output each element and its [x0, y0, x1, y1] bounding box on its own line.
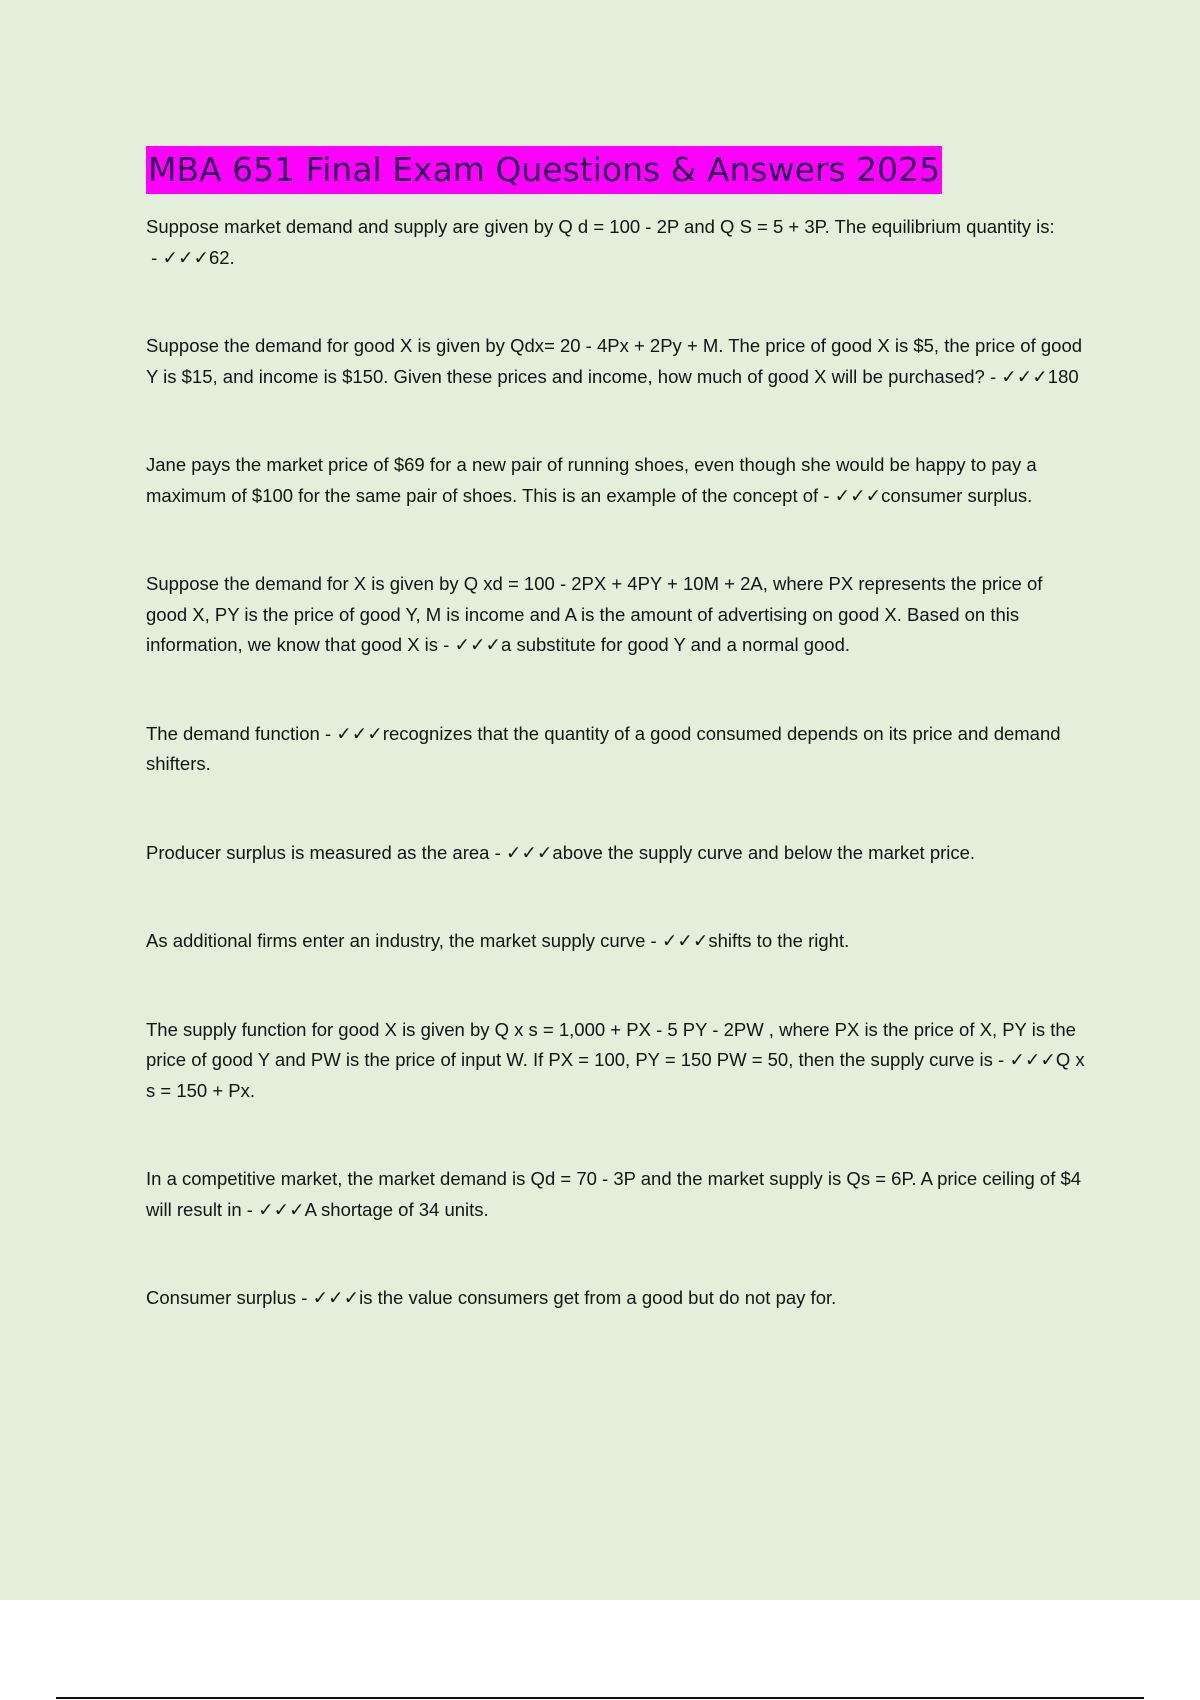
question-text: Suppose the demand for good X is given by Qdx= 20 - 4Px + 2Py + M. The price of good X is $5, the price of good Y is $15, and income is $150. Given these prices and income, how much of good X will be purchased?: [146, 335, 1083, 387]
check-icon: ✓✓✓: [1001, 365, 1048, 387]
question-text: Jane pays the market price of $69 for a new pair of running shoes, even though she would be happy to pay a maximum of $100 for the same pair of shoes. This is an example of the concept of: [146, 454, 1037, 506]
question-text: Producer surplus is measured as the area: [146, 841, 490, 863]
answer-text: 62.: [208, 246, 235, 268]
answer-text: a substitute for good Y and a normal good.: [501, 634, 851, 655]
answer-text: 180: [1047, 365, 1079, 387]
answer-text: above the supply curve and below the market price.: [552, 841, 976, 863]
question-text: In a competitive market, the market demand is Qd = 70 - 3P and the market supply is Qs = 6P. A price ceiling of $4 will result in: [146, 1168, 1082, 1220]
answer-separator: -: [645, 930, 662, 951]
document-title: MBA 651 Final Exam Questions & Answers 2025: [146, 146, 942, 194]
qa-item: [146, 838, 1086, 869]
answer-separator: -: [489, 841, 506, 863]
qa-item: [146, 1164, 1086, 1225]
check-icon: ✓✓✓: [505, 841, 553, 863]
answer-text: is the value consumers get from a good but do not pay for.: [359, 1287, 837, 1308]
qa-item: [146, 331, 1086, 392]
check-icon: ✓✓✓: [258, 1198, 305, 1220]
check-icon: ✓✓✓: [454, 634, 502, 655]
answer-separator: -: [296, 1287, 313, 1308]
footer-divider: [56, 1697, 1144, 1699]
answer-separator: -: [241, 1198, 259, 1220]
check-icon: ✓✓✓: [834, 484, 882, 506]
qa-item: [146, 1015, 1086, 1107]
answer-separator: -: [818, 484, 835, 506]
check-icon: ✓✓✓: [661, 930, 709, 951]
answer-text: shifts to the right.: [708, 930, 850, 951]
check-icon: ✓✓✓: [336, 722, 383, 744]
check-icon: ✓✓✓: [162, 246, 209, 268]
document-body: [146, 146, 1086, 1314]
answer-text: Q x s = 150 + Px.: [146, 1049, 1085, 1101]
qa-item: [146, 926, 1086, 957]
answer-separator: -: [438, 634, 455, 655]
answer-separator: -: [992, 1049, 1010, 1070]
question-text: The demand function: [146, 722, 320, 744]
question-text: Suppose market demand and supply are given by Q d = 100 - 2P and Q S = 5 + 3P. The equilibrium quantity is:: [146, 216, 1055, 237]
question-text: Suppose the demand for X is given by Q xd = 100 - 2PX + 4PY + 10M + 2A, where PX represents the price of good X, PY is the price of good Y, M is income and A is the amount of advertising on good X. Based on this information, we know that good X is: [146, 573, 1043, 655]
qa-item: [146, 450, 1086, 511]
qa-item: [146, 569, 1086, 661]
question-text: As additional firms enter an industry, the market supply curve: [146, 930, 646, 951]
qa-item: [146, 1283, 1086, 1314]
answer-separator: -: [319, 722, 337, 744]
answer-separator: -: [984, 365, 1002, 387]
qa-list: [146, 212, 1086, 1314]
question-text: Consumer surplus: [146, 1287, 297, 1308]
answer-text: recognizes that the quantity of a good consumed depends on its price and demand shifters.: [146, 722, 1061, 774]
answer-text: consumer surplus.: [881, 484, 1033, 506]
qa-item: [146, 719, 1086, 780]
check-icon: ✓✓✓: [312, 1287, 360, 1308]
answer-separator: -: [146, 246, 163, 268]
qa-item: [146, 212, 1086, 273]
answer-text: A shortage of 34 units.: [304, 1198, 489, 1220]
check-icon: ✓✓✓: [1009, 1049, 1056, 1070]
question-text: The supply function for good X is given by Q x s = 1,000 + PX - 5 PY - 2PW , where PX is the price of X, PY is the price of good Y and PW is the price of input W. If PX = 100, PY = 150 PW = 50, then the supply curve is: [146, 1018, 1076, 1070]
